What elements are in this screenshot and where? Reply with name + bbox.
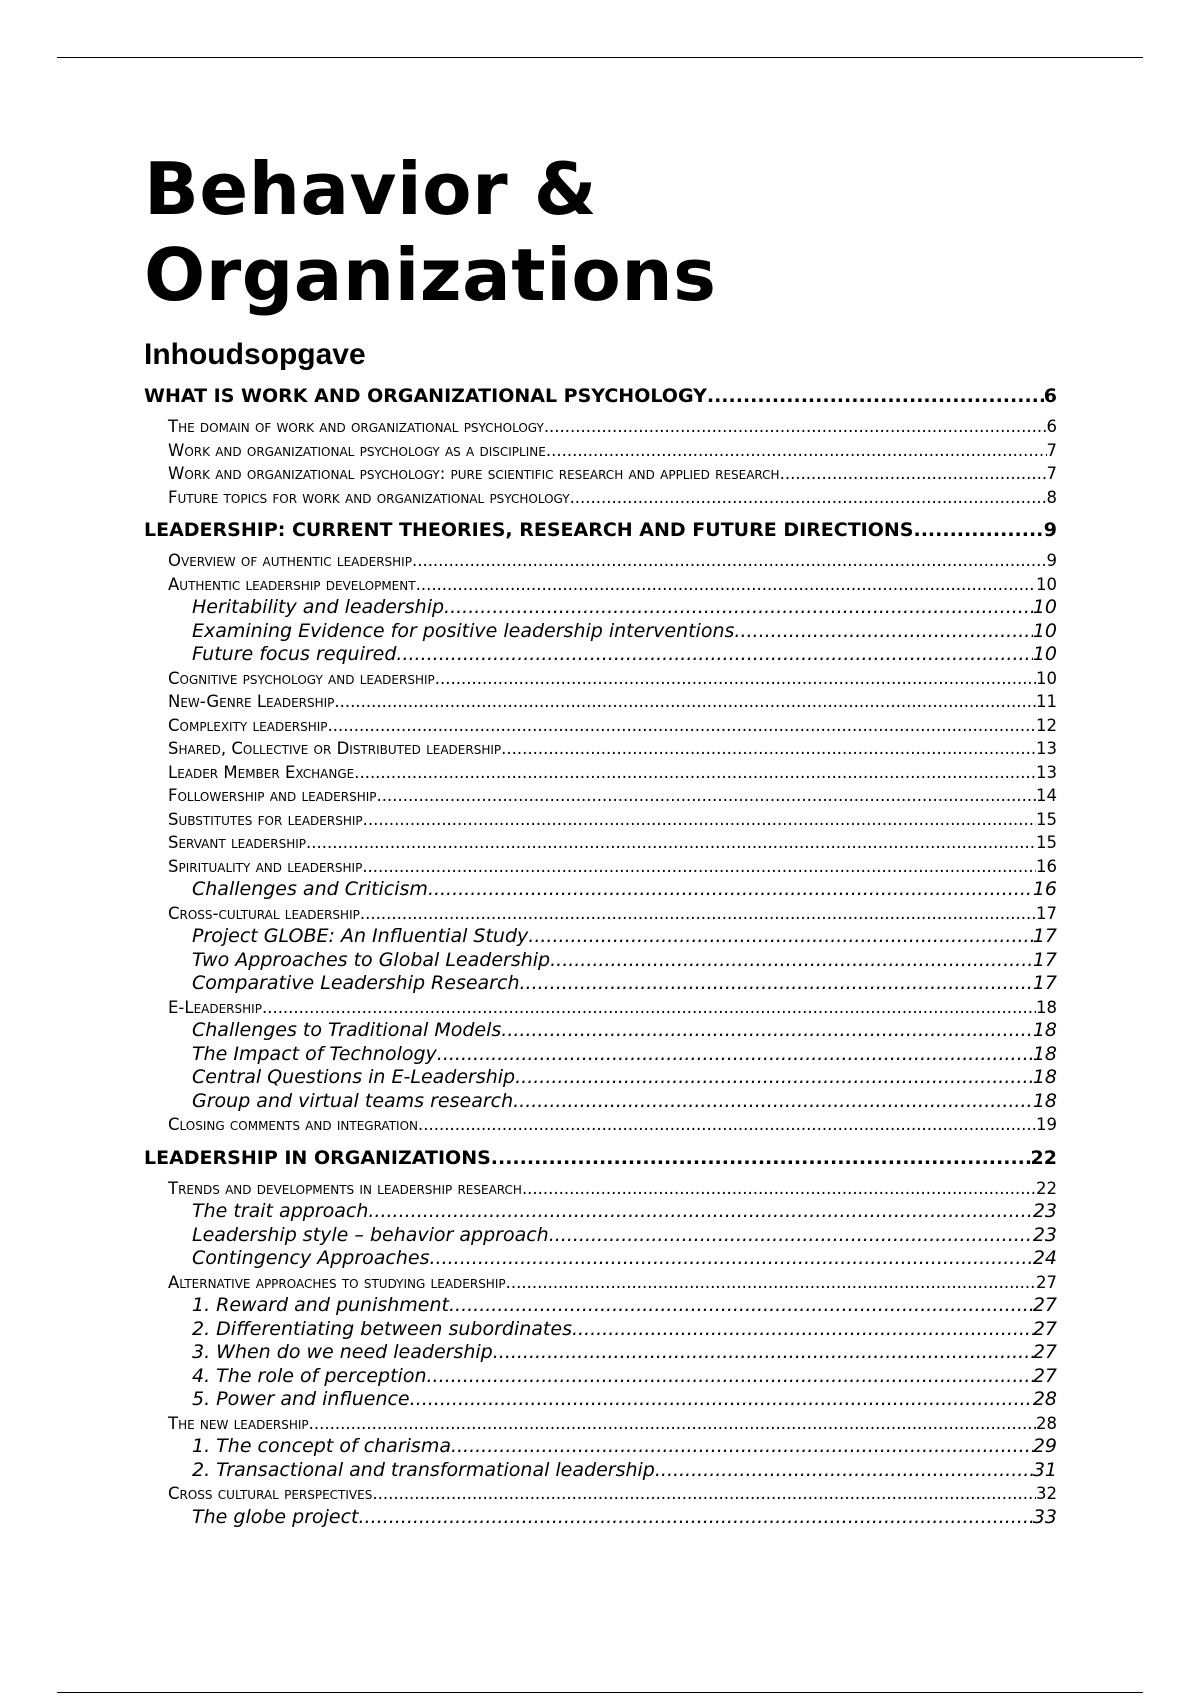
toc-dot-leader [519,972,1032,996]
toc-page-number: 10 [1032,596,1057,618]
toc-page-number: 18 [1036,997,1057,1017]
toc-entry-title: WHAT IS WORK AND ORGANIZATIONAL PSYCHOLOGY [144,385,707,407]
toc-entry-title: 1. Reward and punishment [192,1294,449,1316]
toc-entry-title: The new leadership [168,1413,309,1433]
toc-subsection-entry[interactable] [144,1388,1057,1412]
toc-section-entry[interactable] [144,808,1057,832]
toc-section-entry[interactable] [144,462,1057,486]
toc-subsection-entry[interactable] [144,878,1057,902]
toc-page-number: 6 [1043,385,1057,407]
toc-entry-title: Challenges to Traditional Models [192,1019,502,1041]
toc-entry-title: Leadership style – behavior approach [192,1223,549,1246]
toc-entry-title: The globe project [192,1505,359,1528]
toc-section-entry[interactable] [144,1113,1057,1137]
toc-subsection-entry[interactable] [144,1066,1057,1090]
toc-dot-leader [655,1459,1033,1483]
toc-dot-leader [328,714,1036,738]
toc-entry-title: Cross cultural perspectives [168,1484,373,1503]
toc-page-number: 18 [1032,1019,1057,1041]
toc-entry-title: Project GLOBE: An Influential Study [192,925,529,947]
toc-entry-title: 1. The concept of charisma [192,1435,451,1457]
toc-page-number: 10 [1036,668,1057,688]
toc-dot-leader [362,855,1036,879]
toc-dot-leader [368,1200,1032,1224]
toc-entry-title: Spirituality and leadership [168,856,363,876]
document-title-line-1: Behavior & [144,147,597,231]
toc-section-entry[interactable] [144,784,1057,808]
toc-page-number: 13 [1036,739,1057,758]
toc-page-number: 31 [1032,1458,1057,1481]
toc-entry-title: Cross-cultural leadership [168,903,360,923]
toc-section-entry[interactable] [144,902,1057,926]
toc-section-entry[interactable] [144,486,1057,510]
toc-page-number: 27 [1032,1317,1057,1340]
toc-dot-leader [449,1294,1033,1318]
toc-section-entry[interactable] [144,439,1057,463]
toc-section-entry[interactable] [144,1412,1057,1436]
bottom-rule [57,1692,1143,1693]
toc-dot-leader [493,1341,1033,1365]
toc-section-entry[interactable] [144,761,1057,785]
toc-dot-leader [572,1318,1033,1342]
toc-section-entry[interactable] [144,714,1057,738]
toc-page-number: 15 [1036,809,1057,829]
toc-dot-leader [451,1435,1033,1459]
toc-section-entry[interactable] [144,1177,1057,1201]
toc-page-number: 29 [1032,1435,1057,1457]
toc-page-number: 13 [1036,762,1057,782]
toc-dot-leader [372,1482,1036,1506]
toc-entry-title: Servant leadership [168,833,306,852]
toc-entry-title: 2. Differentiating between subordinates [192,1317,572,1340]
toc-page-number: 17 [1032,925,1057,947]
toc-chapter-entry[interactable] [144,1144,1057,1173]
toc-dot-leader [354,761,1036,785]
toc-entry-title: The trait approach [192,1200,369,1222]
toc-chapter-entry[interactable] [144,382,1057,411]
toc-page-number: 33 [1032,1505,1057,1528]
toc-entry-title: Comparative Leadership Research [192,972,520,994]
toc-dot-leader [309,1412,1036,1436]
toc-entry-title: E-Leadership [168,997,262,1017]
toc-entry-title: Shared, Collective or Distributed leadership [168,739,502,758]
toc-subsection-entry[interactable] [144,1247,1057,1271]
toc-dot-leader [515,1066,1033,1090]
toc-dot-leader [491,1144,1031,1173]
toc-subsection-entry[interactable] [144,972,1057,996]
toc-dot-leader [544,415,1047,439]
toc-page-number: 17 [1032,948,1057,971]
table-of-contents [144,382,1057,1529]
toc-page-number: 24 [1032,1247,1057,1269]
toc-dot-leader [363,808,1036,832]
toc-subsection-entry[interactable] [144,1200,1057,1224]
toc-page-number: 18 [1032,1042,1057,1065]
toc-page-number: 28 [1032,1388,1057,1410]
toc-section-entry[interactable] [144,573,1057,597]
toc-dot-leader [570,486,1047,510]
toc-entry-title: Future focus required [192,643,397,665]
toc-entry-title: 4. The role of perception [192,1364,427,1387]
toc-page-number: 18 [1032,1066,1057,1088]
toc-dot-leader [546,439,1047,463]
toc-page-number: 7 [1046,440,1057,460]
toc-subsection-entry[interactable] [144,1090,1057,1114]
toc-entry-title: The domain of work and organizational psychology [168,417,544,436]
toc-page-number: 15 [1036,833,1057,852]
toc-dot-leader [412,549,1047,573]
toc-page-number: 16 [1036,856,1057,876]
toc-dot-leader [501,1019,1033,1043]
document-title-line-2: Organizations [144,233,717,317]
toc-page-number: 19 [1036,1115,1057,1134]
toc-page-number: 18 [1032,1089,1057,1112]
toc-entry-title: Group and virtual teams research [192,1089,514,1112]
toc-entry-title: Cognitive psychology and leadership [168,668,435,688]
toc-page-number: 22 [1030,1146,1057,1169]
toc-page-number: 27 [1036,1272,1057,1292]
toc-dot-leader [549,1224,1033,1248]
toc-dot-leader [707,382,1044,411]
toc-dot-leader [913,516,1043,545]
toc-page-number: 22 [1036,1178,1057,1198]
document-title [144,146,716,318]
toc-page-number: 9 [1046,551,1057,570]
toc-page-number: 8 [1046,487,1057,507]
toc-section-entry[interactable] [144,1271,1057,1295]
toc-entry-title: Complexity leadership [168,715,328,735]
toc-subsection-entry[interactable] [144,949,1057,973]
toc-entry-title: New-Genre Leadership [168,692,335,711]
toc-entry-title: LEADERSHIP: CURRENT THEORIES, RESEARCH AND FUTURE DIRECTIONS [144,519,914,541]
toc-page-number: 16 [1032,878,1057,900]
toc-subsection-entry[interactable] [144,596,1057,620]
toc-subsection-entry[interactable] [144,1341,1057,1365]
toc-dot-leader [428,878,1033,902]
toc-section-entry[interactable] [144,690,1057,714]
toc-entry-title: Substitutes for leadership [168,809,363,829]
toc-section-entry[interactable] [144,667,1057,691]
toc-entry-title: LEADERSHIP IN ORGANIZATIONS [144,1146,491,1169]
toc-dot-leader [435,667,1036,691]
toc-dot-leader [522,1177,1036,1201]
toc-page-number: 17 [1032,972,1057,994]
toc-dot-leader [377,784,1037,808]
toc-entry-title: Heritability and leadership [192,596,445,618]
toc-page-number: 27 [1032,1364,1057,1387]
toc-subsection-entry[interactable] [144,1506,1057,1530]
toc-page-number: 6 [1046,417,1057,436]
toc-subsection-entry[interactable] [144,620,1057,644]
toc-section-entry[interactable] [144,549,1057,573]
toc-dot-leader [359,1506,1033,1530]
toc-section-entry[interactable] [144,855,1057,879]
toc-entry-title: Examining Evidence for positive leadership interventions [192,619,735,642]
toc-page-number: 17 [1036,903,1057,923]
toc-page-number: 23 [1032,1200,1057,1222]
toc-dot-leader [780,462,1047,486]
toc-dot-leader [430,1247,1033,1271]
toc-entry-title: 2. Transactional and transformational leadership [192,1458,655,1481]
toc-subsection-entry[interactable] [144,1224,1057,1248]
toc-entry-title: Leader Member Exchange [168,762,355,782]
toc-section-entry[interactable] [144,996,1057,1020]
toc-dot-leader [528,925,1033,949]
toc-page-number: 11 [1036,692,1057,711]
toc-section-entry[interactable] [144,831,1057,855]
toc-page-number: 27 [1032,1341,1057,1363]
toc-dot-leader [437,1043,1033,1067]
toc-dot-leader [262,996,1036,1020]
toc-dot-leader [506,1271,1036,1295]
toc-page-number: 23 [1032,1223,1057,1246]
toc-entry-title: Future topics for work and organizational psychology [168,487,570,507]
toc-entry-title: Trends and developments in leadership research [168,1178,522,1198]
toc-page-number: 7 [1046,464,1057,483]
toc-page-number: 9 [1043,519,1057,541]
toc-dot-leader [418,1113,1036,1137]
toc-dot-leader [501,737,1036,761]
toc-page-number: 10 [1032,619,1057,642]
toc-subsection-entry[interactable] [144,1294,1057,1318]
toc-subsection-entry[interactable] [144,1019,1057,1043]
toc-dot-leader [550,949,1033,973]
toc-entry-title: Followership and leadership [168,786,377,805]
toc-entry-title: Closing comments and integration [168,1115,418,1134]
toc-chapter-entry[interactable] [144,516,1057,545]
toc-entry-title: Work and organizational psychology as a discipline [168,440,546,460]
toc-dot-leader [427,1365,1033,1389]
toc-entry-title: The Impact of Technology [192,1042,437,1065]
toc-heading: Inhoudsopgave [144,338,366,371]
toc-section-entry[interactable] [144,415,1057,439]
toc-entry-title: 5. Power and influence [192,1388,410,1410]
toc-subsection-entry[interactable] [144,1435,1057,1459]
toc-entry-title: 3. When do we need leadership [192,1341,493,1363]
toc-subsection-entry[interactable] [144,925,1057,949]
toc-dot-leader [396,643,1032,667]
toc-dot-leader [334,690,1036,714]
toc-dot-leader [360,902,1036,926]
toc-entry-title: Work and organizational psychology: pure scientific research and applied research [168,464,780,483]
toc-entry-title: Challenges and Criticism [192,878,428,900]
toc-page-number: 27 [1032,1294,1057,1316]
toc-entry-title: Alternative approaches to studying leadership [168,1272,506,1292]
toc-dot-leader [410,1388,1033,1412]
toc-dot-leader [513,1090,1033,1114]
toc-dot-leader [416,573,1036,597]
toc-entry-title: Central Questions in E-Leadership [192,1066,516,1088]
top-rule [57,57,1143,58]
toc-entry-title: Authentic leadership development [168,574,416,594]
toc-subsection-entry[interactable] [144,643,1057,667]
toc-page-number: 28 [1036,1413,1057,1433]
toc-entry-title: Contingency Approaches [192,1247,430,1269]
toc-dot-leader [306,831,1036,855]
toc-entry-title: Overview of authentic leadership [168,551,412,570]
toc-entry-title: Two Approaches to Global Leadership [192,948,551,971]
toc-page-number: 10 [1032,643,1057,665]
toc-page-number: 14 [1036,786,1057,805]
toc-dot-leader [734,620,1032,644]
toc-section-entry[interactable] [144,737,1057,761]
toc-subsection-entry[interactable] [144,1365,1057,1389]
toc-subsection-entry[interactable] [144,1043,1057,1067]
toc-section-entry[interactable] [144,1482,1057,1506]
toc-subsection-entry[interactable] [144,1459,1057,1483]
toc-page-number: 32 [1036,1484,1057,1503]
toc-subsection-entry[interactable] [144,1318,1057,1342]
toc-page-number: 10 [1036,574,1057,594]
toc-dot-leader [444,596,1033,620]
toc-page-number: 12 [1036,715,1057,735]
